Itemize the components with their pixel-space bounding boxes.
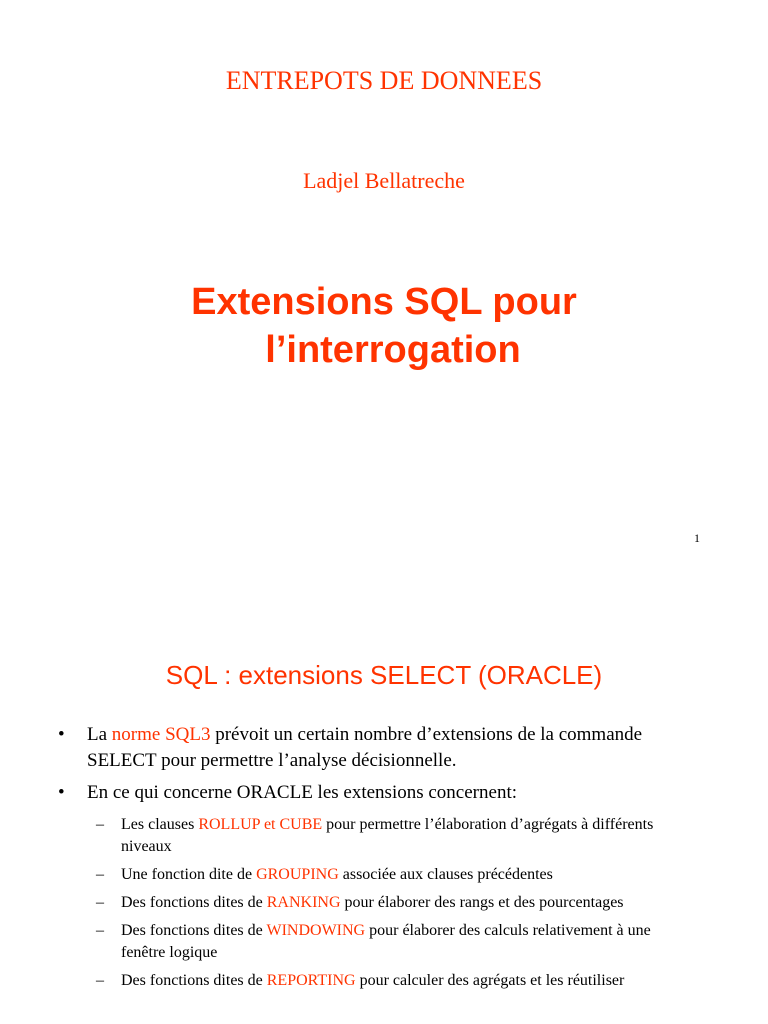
slide-heading-line-1: Extensions SQL pour [191, 281, 577, 323]
sub-bullet-item-2 [0, 864, 691, 886]
slide-2 [0, 600, 768, 1024]
sub-bullet-text-after: pour calculer des agrégats et les réutiliser [355, 972, 625, 989]
dash-icon: – [96, 816, 104, 833]
sub-bullet-text-before: Des fonctions dites de [121, 922, 267, 939]
sub-bullet-text-after: pour permettre l’élaboration d’agrégats à différents niveaux [121, 816, 654, 855]
sub-bullet-text-before: Des fonctions dites de [121, 894, 267, 911]
bullet-highlight: norme SQL3 [111, 724, 211, 745]
bullet-item-2 [0, 780, 654, 992]
dash-icon: – [96, 894, 104, 911]
sub-bullet-item-1 [0, 814, 691, 858]
document-title: ENTREPOTS DE DONNEES [225, 66, 543, 95]
sub-bullet-text-before: Des fonctions dites de [121, 972, 267, 989]
page-number: 1 [694, 531, 700, 545]
bullet-text-before: La [87, 724, 112, 745]
bullet-icon: • [58, 724, 65, 745]
bullet-text-after: prévoit un certain nombre d’extensions de la commande SELECT pour permettre l’analyse décisionnelle. [87, 724, 643, 771]
sub-bullet-highlight: GROUPING [256, 866, 339, 883]
sub-bullet-text-after: pour élaborer des rangs et des pourcentages [340, 894, 624, 911]
bullet-text: En ce qui concerne ORACLE les extensions concernent: [87, 782, 517, 803]
sub-bullet-item-3 [0, 892, 691, 914]
sub-bullet-text-after: associée aux clauses précédentes [338, 866, 553, 883]
sub-bullet-list [0, 814, 654, 992]
dash-icon: – [96, 866, 104, 883]
bullet-list [0, 722, 768, 998]
author-name: Ladjel Bellatreche [303, 168, 465, 193]
sub-bullet-highlight: RANKING [266, 894, 341, 911]
dash-icon: – [96, 922, 104, 939]
bullet-icon: • [58, 782, 65, 803]
sub-bullet-highlight: ROLLUP et CUBE [198, 816, 323, 833]
sub-bullet-text-before: Les clauses [121, 816, 199, 833]
bullet-item-1 [0, 722, 647, 774]
sub-bullet-text-before: Une fonction dite de [121, 866, 257, 883]
slide-heading-line-2: l’interrogation [265, 329, 521, 371]
dash-icon: – [96, 972, 104, 989]
sub-bullet-highlight: REPORTING [266, 972, 356, 989]
slide-heading [0, 278, 768, 374]
sub-bullet-item-5 [0, 970, 691, 992]
sub-bullet-item-4 [0, 920, 691, 964]
sub-bullet-highlight: WINDOWING [266, 922, 366, 939]
slide-2-title: SQL : extensions SELECT (ORACLE) [165, 660, 603, 690]
sub-bullet-text-after: pour élaborer des calculs relativement à une fenêtre logique [121, 922, 651, 961]
